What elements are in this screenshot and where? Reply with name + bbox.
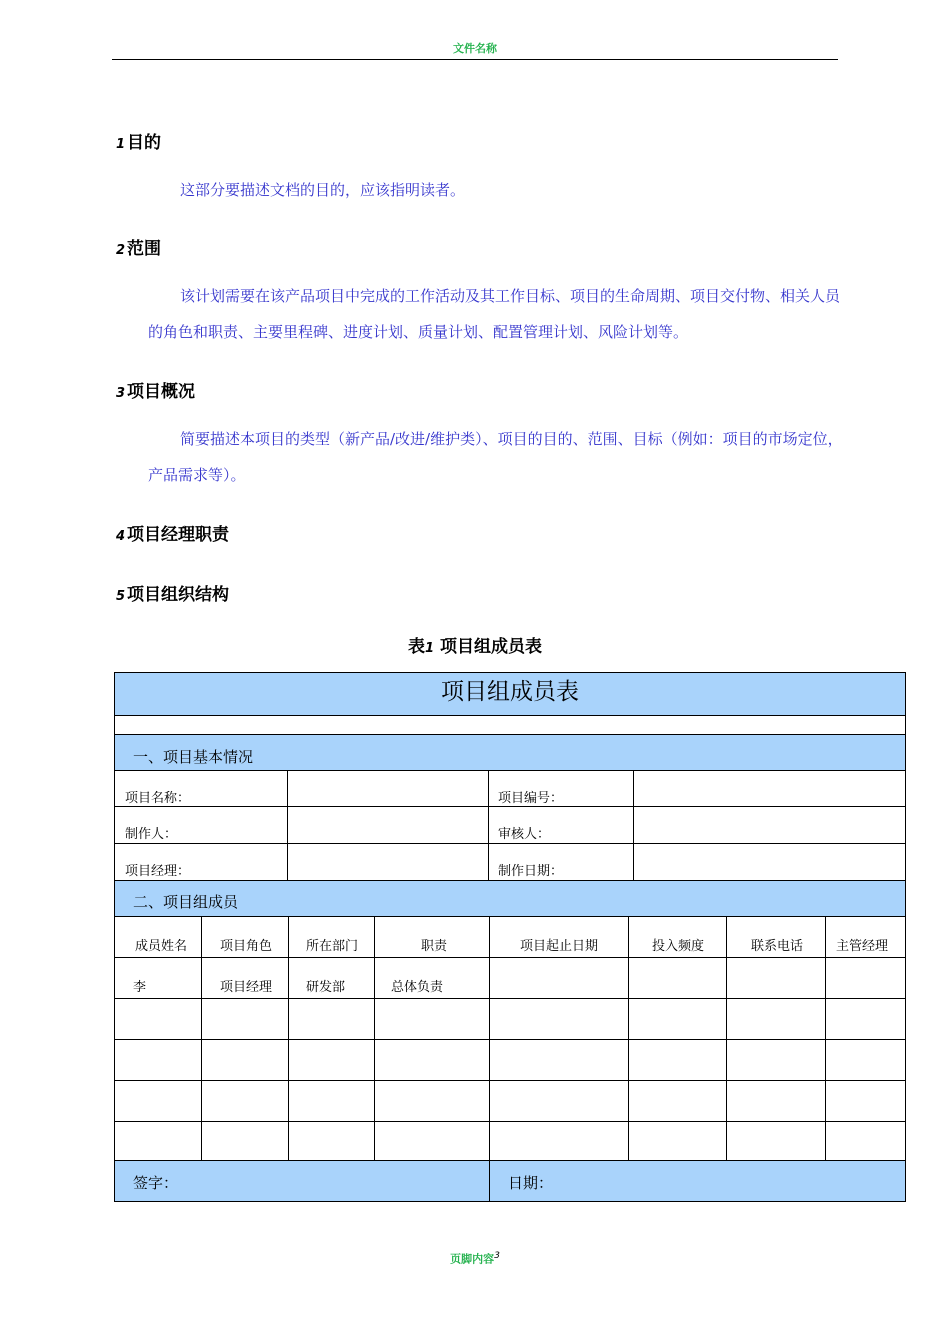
member-cell[interactable]	[201, 1080, 289, 1122]
column-header	[114, 916, 202, 958]
section-heading-5	[116, 580, 229, 605]
section-heading-2	[116, 234, 161, 259]
member-cell[interactable]	[288, 957, 375, 999]
manager-label: 项目经理：	[125, 864, 191, 879]
member-cell[interactable]	[489, 1121, 629, 1163]
table-caption	[0, 632, 950, 657]
section-title: 目的	[127, 133, 162, 153]
member-cell[interactable]	[726, 1080, 826, 1122]
member-cell[interactable]	[628, 957, 727, 999]
column-header-label: 联系电话	[751, 939, 804, 954]
member-cell[interactable]	[489, 957, 629, 999]
project-number-field[interactable]	[633, 770, 906, 807]
member-cell[interactable]	[114, 957, 202, 999]
member-cell-value: 研发部	[306, 980, 346, 995]
table-title: 项目组成员表	[441, 679, 579, 705]
date-label: 日期：	[508, 1174, 554, 1192]
member-cell[interactable]	[201, 1121, 289, 1163]
column-header	[201, 916, 289, 958]
members-heading: 二、项目组成员	[133, 893, 239, 911]
column-header-label: 项目起止日期	[520, 939, 599, 954]
member-cell[interactable]	[726, 957, 826, 999]
column-header	[825, 916, 906, 958]
section-body-3: 简要描述本项目的类型（新产品/改进/维护类）、项目的目的、范围、目标（例如：项目的市场定位，产品需求等）。	[148, 430, 843, 484]
member-cell[interactable]	[201, 957, 289, 999]
column-header-label: 项目角色	[220, 939, 273, 954]
member-cell[interactable]	[288, 998, 375, 1040]
section-number: 1	[116, 137, 126, 152]
section-heading-3	[116, 377, 195, 402]
section-number: 2	[116, 243, 126, 258]
member-cell[interactable]	[628, 998, 727, 1040]
member-cell[interactable]	[726, 998, 826, 1040]
member-cell[interactable]	[288, 1039, 375, 1081]
member-cell[interactable]	[628, 1039, 727, 1081]
section-number: 3	[116, 386, 126, 401]
section-body-2: 该计划需要在该产品项目中完成的工作活动及其工作目标、项目的生命周期、项目交付物、相关人员的角色和职责、主要里程碑、进度计划、质量计划、配置管理计划、风险计划等。	[148, 287, 841, 341]
caption-title: 项目组成员表	[439, 637, 542, 657]
section-title: 项目概况	[127, 382, 196, 402]
member-cell[interactable]	[726, 1039, 826, 1081]
header-title: 文件名称	[453, 42, 497, 55]
project-number-label: 项目编号：	[498, 791, 564, 806]
member-cell-value: 项目经理	[220, 980, 273, 995]
member-cell-value: 总体负责	[391, 980, 444, 995]
members-heading-cell	[114, 880, 906, 917]
member-cell[interactable]	[628, 1121, 727, 1163]
section-number: 4	[116, 529, 126, 544]
member-cell[interactable]	[288, 1080, 375, 1122]
author-field[interactable]	[287, 806, 489, 844]
member-cell[interactable]	[628, 1080, 727, 1122]
project-name-field[interactable]	[287, 770, 489, 807]
column-header	[288, 916, 375, 958]
label-cell	[488, 770, 634, 807]
member-cell[interactable]	[825, 957, 906, 999]
member-cell[interactable]	[726, 1121, 826, 1163]
member-cell[interactable]	[825, 1039, 906, 1081]
project-name-label: 项目名称：	[125, 791, 191, 806]
member-cell[interactable]	[374, 1039, 490, 1081]
header-divider	[112, 59, 838, 60]
page-number: 3	[494, 1250, 500, 1261]
date-made-label: 制作日期：	[498, 864, 564, 879]
label-cell	[114, 806, 288, 844]
member-cell[interactable]	[114, 1121, 202, 1163]
signature-cell[interactable]	[114, 1160, 490, 1202]
member-cell[interactable]	[489, 1039, 629, 1081]
project-member-table	[114, 672, 906, 1202]
column-header	[489, 916, 629, 958]
member-cell[interactable]	[114, 1039, 202, 1081]
basic-info-heading-cell	[114, 734, 906, 771]
footer-text: 页脚内容	[450, 1252, 495, 1266]
member-cell[interactable]	[288, 1121, 375, 1163]
basic-info-heading: 一、项目基本情况	[133, 748, 254, 766]
manager-field[interactable]	[287, 843, 489, 881]
caption-prefix: 表	[408, 637, 426, 657]
label-cell	[114, 770, 288, 807]
column-header	[628, 916, 727, 958]
reviewer-label: 审核人：	[498, 827, 551, 842]
reviewer-field[interactable]	[633, 806, 906, 844]
section-title: 范围	[127, 239, 162, 259]
label-cell	[114, 843, 288, 881]
section-title: 项目经理职责	[127, 525, 230, 545]
section-heading-1	[116, 128, 161, 153]
member-cell[interactable]	[374, 1121, 490, 1163]
member-cell[interactable]	[114, 998, 202, 1040]
member-cell[interactable]	[825, 1080, 906, 1122]
member-cell[interactable]	[825, 998, 906, 1040]
footer	[0, 1250, 950, 1267]
member-cell[interactable]	[489, 998, 629, 1040]
section-body-1: 这部分要描述文档的目的，应该指明读者。	[180, 181, 466, 199]
column-header-label: 投入频度	[652, 939, 705, 954]
caption-number: 1	[425, 641, 435, 656]
member-cell[interactable]	[374, 1080, 490, 1122]
member-cell[interactable]	[201, 1039, 289, 1081]
member-cell[interactable]	[374, 957, 490, 999]
date-cell[interactable]	[489, 1160, 906, 1202]
author-label: 制作人：	[125, 827, 178, 842]
section-title: 项目组织结构	[127, 585, 230, 605]
member-cell[interactable]	[374, 998, 490, 1040]
member-cell[interactable]	[114, 1080, 202, 1122]
column-header	[374, 916, 490, 958]
date-made-field[interactable]	[633, 843, 906, 881]
member-cell[interactable]	[201, 998, 289, 1040]
member-cell[interactable]	[825, 1121, 906, 1163]
column-header-label: 职责	[421, 939, 448, 954]
column-header-label: 成员姓名	[135, 939, 188, 954]
column-header-label: 主管经理	[836, 939, 889, 954]
member-cell[interactable]	[489, 1080, 629, 1122]
label-cell	[488, 843, 634, 881]
member-cell-value: 李	[133, 980, 147, 995]
label-cell	[488, 806, 634, 844]
column-header-label: 所在部门	[306, 939, 359, 954]
section-heading-4	[116, 520, 229, 545]
table-spacer-row	[114, 715, 906, 735]
section-number: 5	[116, 589, 126, 604]
column-header	[726, 916, 826, 958]
table-title-cell	[114, 672, 906, 716]
signature-label: 签字：	[133, 1174, 179, 1192]
